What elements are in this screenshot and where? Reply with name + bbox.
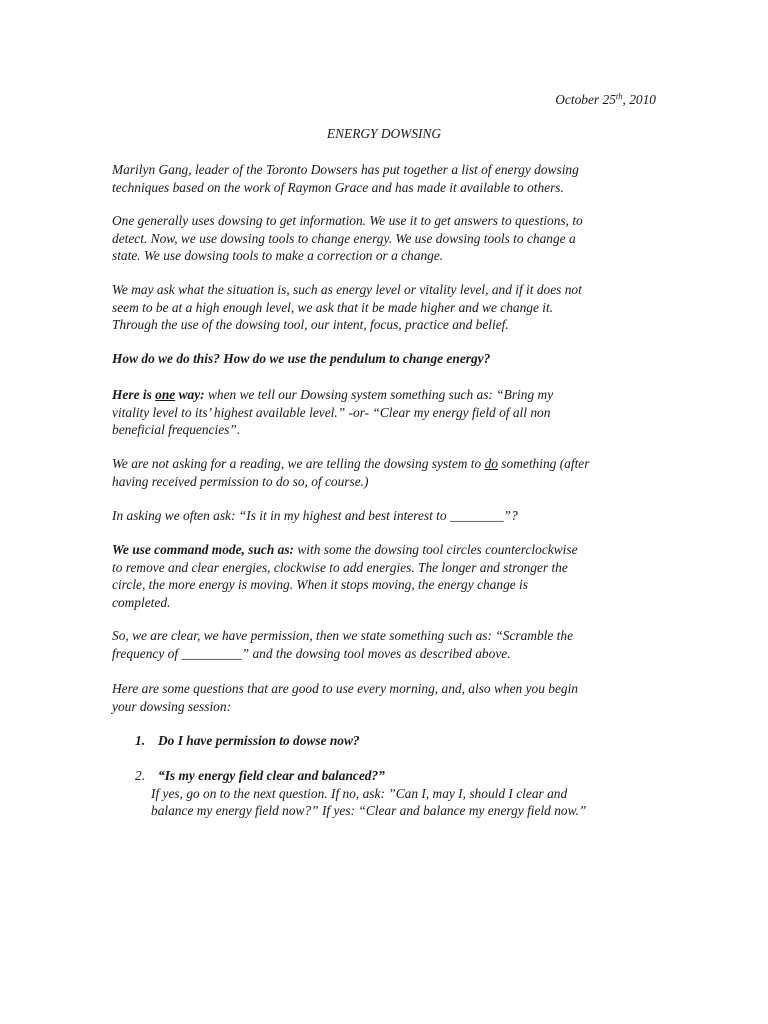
paragraph-situation [112,281,657,334]
paragraph-line: completed. [112,594,171,610]
paragraph-line: techniques based on the work of Raymon Grace and has made it available to others. [112,179,564,195]
paragraph-line: Marilyn Gang, leader of the Toronto Dowsers has put together a list of energy dowsing [112,162,579,177]
paragraph-line: Through the use of the dowsing tool, our intent, focus, practice and belief. [112,317,509,333]
paragraph-line: frequency of _________” and the dowsing tool moves as described above. [112,645,511,661]
paragraph-line: beneficial frequencies”. [112,422,241,438]
paragraph-line: detect. Now, we use dowsing tools to change energy. We use dowsing tools to change a [112,230,576,246]
line-text: something (after [497,456,590,471]
document-title: ENERGY DOWSING [326,126,442,141]
paragraph-line: One generally uses dowsing to get information. We use it to get answers to questions, to [112,213,583,228]
paragraph-scramble [112,627,657,662]
paragraph-intro [112,161,657,196]
numbered-list-item [135,732,655,750]
paragraph-morning-questions [112,680,657,715]
paragraph-question-heading [112,350,657,368]
paragraph-line: We may ask what the situation is, such as energy level or vitality level, and if it does not [112,282,582,297]
paragraph-one-way [112,386,657,439]
bold-lead: way: [175,387,205,402]
paragraph-line: How do we do this? How do we use the pendulum to change energy? [112,351,491,366]
list-item-text: Do I have permission to dowse now? [158,733,360,748]
line-text: We are not asking for a reading, we are telling the dowsing system to [112,456,485,471]
paragraph-line [112,455,657,473]
paragraph-purpose [112,212,657,265]
paragraph-line: So, we are clear, we have permission, then we state something such as: “Scramble the [112,628,574,643]
numbered-list-item [135,767,655,820]
list-item-subline: If yes, go on to the next question. If no, ask: ”Can I, may I, should I clear and [151,785,568,801]
paragraph-line: Here are some questions that are good to use every morning, and, also when you begin [112,681,578,696]
document-date [555,91,656,109]
date-text: October 25 [555,92,616,107]
paragraph-line: state. We use dowsing tools to make a correction or a change. [112,248,444,264]
bold-lead: We use command mode, such as: [112,542,295,557]
paragraph-not-reading [112,455,657,490]
underlined-word: one [155,387,176,402]
list-number: 1. [135,733,146,748]
paragraph-line [112,541,657,559]
date-year: , 2010 [622,92,656,107]
bold-lead: Here is [112,387,156,402]
paragraph-line: seem to be at a high enough level, we ask that it be made higher and we change it. [112,299,554,315]
paragraph-line: having received permission to do so, of course.) [112,473,369,489]
underlined-word: do [484,456,498,471]
list-item-line [135,767,655,785]
paragraph-line: circle, the more energy is moving. When it stops moving, the energy change is [112,577,528,593]
paragraph-line: In asking we often ask: “Is it in my highest and best interest to ________”? [112,508,518,523]
list-item-text: “Is my energy field clear and balanced?” [158,768,385,783]
paragraph-line [112,386,657,404]
paragraph-line: to remove and clear energies, clockwise to add energies. The longer and stronger the [112,559,568,575]
line-text: when we tell our Dowsing system something such as: “Bring my [204,387,554,402]
paragraph-command-mode [112,541,657,611]
paragraph-line: your dowsing session: [112,698,232,714]
paragraph-line: vitality level to its’ highest available level.” -or- “Clear my energy field of all non [112,404,551,420]
list-number: 2. [135,768,146,783]
line-text: with some the dowsing tool circles counterclockwise [294,542,578,557]
date-ordinal-suffix: th [615,91,623,101]
paragraph-asking [112,507,657,525]
list-item-line [135,732,655,750]
list-item-subline: balance my energy field now?” If yes: “Clear and balance my energy field now.” [151,803,587,819]
